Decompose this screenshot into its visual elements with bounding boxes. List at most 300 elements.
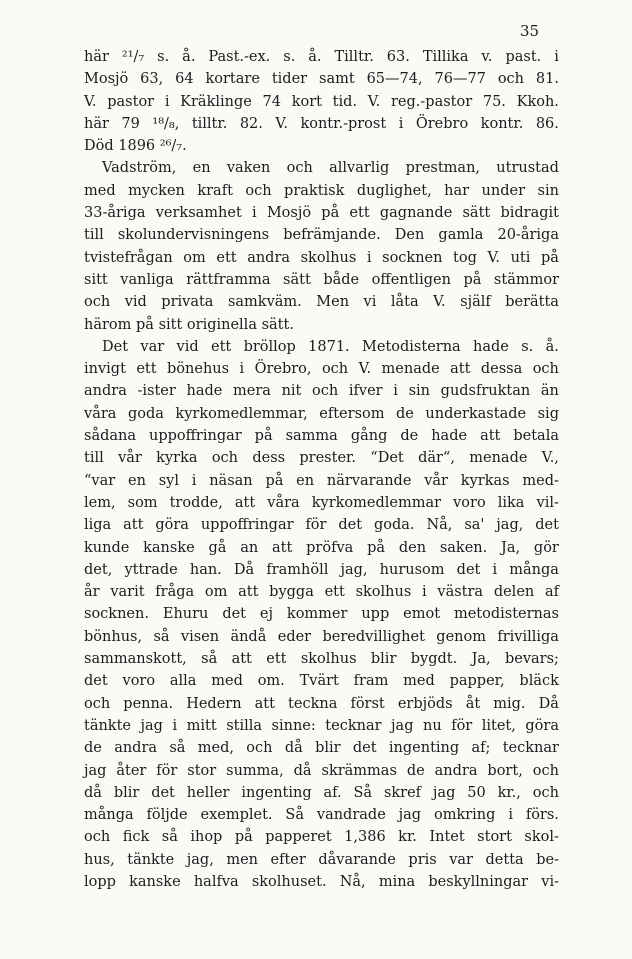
word: gamla xyxy=(438,227,484,244)
word: dåvarande xyxy=(318,851,396,868)
word: Örebro, xyxy=(254,361,312,378)
word: kyrka xyxy=(156,450,198,467)
word: Det xyxy=(102,338,129,355)
word: sitt xyxy=(84,271,108,288)
text-line xyxy=(84,425,559,447)
word: Örebro xyxy=(415,115,469,132)
word: goda xyxy=(127,405,164,422)
text-line xyxy=(84,91,559,113)
word: att xyxy=(272,539,293,556)
word: sin xyxy=(537,182,559,199)
text-line xyxy=(84,782,559,804)
word: ingenting xyxy=(241,784,312,801)
word: 82. xyxy=(239,115,263,132)
word: halfva xyxy=(193,873,239,890)
word: vaken xyxy=(226,160,271,177)
word: mycken xyxy=(128,182,185,199)
word: mina xyxy=(378,873,416,890)
text-line xyxy=(84,447,559,469)
word: prester. xyxy=(299,450,356,467)
word: invigt xyxy=(84,361,126,378)
word: tänkte xyxy=(127,851,175,868)
word: 1871. xyxy=(308,338,350,355)
text-line xyxy=(84,46,559,68)
word: alla xyxy=(169,673,197,690)
word: han. xyxy=(189,561,222,578)
word: fråga xyxy=(155,584,195,601)
word: och xyxy=(312,383,339,400)
word: för xyxy=(305,517,327,534)
word: reg.-pastor xyxy=(390,93,473,110)
word: ändå xyxy=(230,628,267,645)
word: göra xyxy=(155,517,189,534)
word: Mosjö xyxy=(266,205,312,222)
word: tvistefrågan xyxy=(84,249,173,266)
word: vandrade xyxy=(316,807,386,824)
text-line xyxy=(84,804,559,826)
word: jag, xyxy=(496,517,524,534)
word: var xyxy=(449,851,473,868)
text-line xyxy=(84,380,559,402)
text-line xyxy=(84,470,559,492)
word: delen xyxy=(493,584,535,601)
word: Tilltr. xyxy=(334,49,374,65)
word: år xyxy=(84,584,100,601)
word: ett xyxy=(324,584,345,601)
word: V., xyxy=(541,450,559,467)
word: Metodisterna xyxy=(362,338,461,355)
word: bidragit xyxy=(500,205,559,222)
word: tilltr. xyxy=(191,115,228,132)
word: och xyxy=(84,294,111,311)
word: betala xyxy=(513,428,559,445)
word: Så xyxy=(285,807,304,824)
word: och xyxy=(245,182,272,199)
text-line xyxy=(84,760,559,782)
word: på xyxy=(463,271,482,288)
word: 64 xyxy=(175,71,194,88)
word: bygga xyxy=(269,584,314,601)
word: å. xyxy=(308,49,322,65)
word: yttrade xyxy=(124,561,178,578)
word: att xyxy=(254,695,275,712)
word: tid. xyxy=(332,93,358,110)
word: skolhus xyxy=(300,249,357,266)
word: jag, xyxy=(340,561,368,578)
word: skref xyxy=(383,784,422,801)
word: tecknar xyxy=(325,717,382,734)
word: underkastade xyxy=(425,405,527,422)
word: Den xyxy=(394,227,425,244)
word: i xyxy=(172,717,178,734)
text-line xyxy=(84,626,559,648)
word: kontr. xyxy=(480,115,524,132)
word: andra xyxy=(247,249,291,266)
word: då xyxy=(84,784,102,801)
word: på xyxy=(367,539,386,556)
word: eftersom xyxy=(319,405,385,422)
word: kyrkomedlemmar, xyxy=(175,405,308,422)
word: jag xyxy=(140,717,163,734)
word: jag xyxy=(391,717,414,734)
word: först xyxy=(350,695,385,712)
word: i xyxy=(251,205,257,222)
text-line xyxy=(84,581,559,603)
word: genom xyxy=(436,628,486,645)
word: vi- xyxy=(541,873,559,890)
word: pröfva xyxy=(306,539,354,556)
word: jag xyxy=(432,784,456,801)
word: 86. xyxy=(535,115,559,132)
text-line xyxy=(84,403,559,425)
word: på xyxy=(540,249,559,266)
word: Död xyxy=(84,138,119,155)
word: frivilliga xyxy=(497,628,559,645)
word: bönhus, xyxy=(84,628,143,645)
word: Ehuru xyxy=(162,606,209,623)
word: sitt xyxy=(158,316,187,333)
word: vår xyxy=(118,450,142,467)
word: Tvärt xyxy=(299,673,339,690)
word: sinne: xyxy=(271,717,316,734)
word: om xyxy=(204,584,228,601)
word: de xyxy=(400,428,419,445)
word: våra xyxy=(84,405,117,422)
word: tänkte xyxy=(84,717,132,734)
word: att xyxy=(238,584,259,601)
word: ett xyxy=(210,338,232,355)
word: menade xyxy=(381,361,440,378)
word: göra xyxy=(525,717,559,734)
text-line xyxy=(84,514,559,536)
word: stilla xyxy=(226,717,263,734)
word: åter xyxy=(116,762,147,779)
word: 1896 xyxy=(118,138,160,155)
word: det, xyxy=(84,561,113,578)
word: andra xyxy=(114,740,158,757)
word: och xyxy=(532,361,559,378)
word: gagnande xyxy=(379,205,453,222)
word: 81. xyxy=(535,71,559,88)
word: Kkoh. xyxy=(516,93,559,110)
word: Mosjö xyxy=(84,71,129,88)
word: verksamhet xyxy=(155,205,242,222)
text-line xyxy=(84,336,559,358)
word: näsan xyxy=(209,472,253,489)
word: samma xyxy=(285,428,338,445)
word: jag, xyxy=(186,851,214,868)
word: och xyxy=(84,695,111,712)
word: praktisk xyxy=(284,182,345,199)
word: beskyllningar xyxy=(428,873,529,890)
word: “Det xyxy=(370,450,404,467)
word: jag xyxy=(84,762,107,779)
text-line xyxy=(84,693,559,715)
word: härom xyxy=(84,316,137,333)
word: jag xyxy=(398,807,422,824)
word: mera xyxy=(233,383,271,400)
word: hade xyxy=(431,428,468,445)
text-line xyxy=(84,559,559,581)
word: skolundervisningens xyxy=(117,227,270,244)
word: berätta xyxy=(505,294,559,311)
word: af. xyxy=(323,784,342,801)
word: hurusom xyxy=(379,561,445,578)
word: detta xyxy=(485,851,524,868)
word: samt xyxy=(319,71,355,88)
word: blir xyxy=(113,784,140,801)
word: skolhus xyxy=(355,584,412,601)
word: kanske xyxy=(143,539,195,556)
word: så xyxy=(153,628,170,645)
word: v. xyxy=(481,49,493,65)
word: kanske xyxy=(129,873,181,890)
word: ett xyxy=(136,361,157,378)
word: den xyxy=(398,539,427,556)
word: Kräklinge xyxy=(180,93,252,110)
word: uti xyxy=(510,249,531,266)
word: liga xyxy=(84,517,112,534)
word: tog xyxy=(453,249,477,266)
word: syl xyxy=(158,472,179,489)
word: nit xyxy=(281,383,302,400)
word: 75. xyxy=(482,93,506,110)
word: låta xyxy=(390,294,419,311)
word: i xyxy=(492,561,498,578)
word: vil- xyxy=(536,494,559,511)
word: sätt. xyxy=(261,316,294,333)
word: Nå, xyxy=(339,873,366,890)
word: menade xyxy=(469,450,528,467)
word: ²¹/₇ xyxy=(121,49,145,65)
word: västra xyxy=(437,584,484,601)
word: här xyxy=(84,115,109,132)
word: i xyxy=(366,249,372,266)
word: både xyxy=(323,271,360,288)
text-line xyxy=(84,157,559,179)
word: saken. xyxy=(439,539,488,556)
word: af xyxy=(544,584,559,601)
word: att xyxy=(450,361,471,378)
word: och xyxy=(211,450,239,467)
word: skrämmas xyxy=(321,762,397,779)
word: sig xyxy=(537,405,559,422)
word: tider xyxy=(271,71,308,88)
word: bort, xyxy=(487,762,523,779)
word: blir xyxy=(315,740,341,757)
text-line xyxy=(84,826,559,848)
text-line xyxy=(84,603,559,625)
word: så xyxy=(169,740,186,757)
word: privata xyxy=(161,294,214,311)
word: fick xyxy=(122,829,150,846)
text-line xyxy=(84,113,559,135)
text-line xyxy=(84,224,559,246)
word: penna. xyxy=(123,695,174,712)
word: kr., xyxy=(497,784,521,801)
word: summa, xyxy=(226,762,284,779)
word: de xyxy=(84,740,102,757)
text-line xyxy=(84,849,559,871)
word: har xyxy=(444,182,470,199)
word: mitt xyxy=(186,717,217,734)
word: voro xyxy=(453,494,486,511)
word: att xyxy=(231,651,252,668)
word: stämmor xyxy=(493,271,559,288)
word: på xyxy=(136,316,159,333)
word: så xyxy=(161,829,178,846)
word: kraft xyxy=(197,182,233,199)
word: mig. xyxy=(493,695,526,712)
word: s. xyxy=(157,49,170,65)
word: med xyxy=(84,182,116,199)
text-line xyxy=(84,314,559,336)
word: i xyxy=(554,49,559,65)
word: uppoffringar xyxy=(148,428,242,445)
word: 65—74, xyxy=(366,71,423,88)
word: i xyxy=(164,93,170,110)
word: sätt xyxy=(283,271,311,288)
word: originella xyxy=(186,316,262,333)
word: för xyxy=(156,762,178,779)
word: 74 xyxy=(262,93,281,110)
word: och xyxy=(246,740,273,757)
word: och xyxy=(321,361,349,378)
word: andra xyxy=(434,762,478,779)
word: sätt xyxy=(462,205,491,222)
word: på xyxy=(265,472,284,489)
word: befrämjande. xyxy=(283,227,381,244)
word: sin xyxy=(408,383,430,400)
word: åt xyxy=(465,695,481,712)
word: kommer xyxy=(286,606,348,623)
word: många xyxy=(509,561,559,578)
word: Då xyxy=(538,695,559,712)
word: ett xyxy=(216,249,237,266)
word: pastor xyxy=(107,93,155,110)
word: som xyxy=(127,494,158,511)
word: s. xyxy=(521,338,534,355)
word: emot xyxy=(403,606,441,623)
word: eder xyxy=(277,628,312,645)
text-line xyxy=(84,871,559,893)
word: Ja, xyxy=(471,651,491,668)
word: skolhuset. xyxy=(251,873,327,890)
word: sa' xyxy=(464,517,485,534)
word: närvarande xyxy=(326,472,412,489)
text-line xyxy=(84,247,559,269)
word: socknen. xyxy=(84,606,149,623)
word: Tillika xyxy=(422,49,469,65)
word: var xyxy=(140,338,165,355)
word: rättframma xyxy=(186,271,271,288)
text-line xyxy=(84,180,559,202)
word: om xyxy=(183,249,206,266)
word: kontr.-prost xyxy=(300,115,387,132)
word: upp xyxy=(361,606,390,623)
word: beredvillighet xyxy=(322,628,425,645)
word: goda. xyxy=(373,517,415,534)
word: bevars; xyxy=(504,651,559,668)
word: blir xyxy=(370,651,397,668)
word: Så xyxy=(353,784,373,801)
word: i xyxy=(422,584,427,601)
word: 33-åriga xyxy=(84,205,146,222)
word: kr. xyxy=(398,829,417,846)
word: stor xyxy=(187,762,217,779)
word: nu xyxy=(423,717,442,734)
word: s. xyxy=(283,49,296,65)
word: och xyxy=(532,762,559,779)
word: bönehus xyxy=(167,361,230,378)
word: en xyxy=(192,160,211,177)
word: prestman, xyxy=(405,160,481,177)
word: stort xyxy=(477,829,512,846)
word: 1,386 xyxy=(344,829,386,846)
page-number: 35 xyxy=(520,22,540,40)
word: och xyxy=(286,160,313,177)
word: af; xyxy=(471,740,491,757)
word: 50 xyxy=(467,784,486,801)
word: offentligen xyxy=(371,271,451,288)
word: V. xyxy=(367,93,381,110)
word: vanliga xyxy=(120,271,174,288)
word: bröllop xyxy=(243,338,296,355)
word: det xyxy=(535,517,559,534)
word: gång xyxy=(350,428,388,445)
word: för xyxy=(451,717,473,734)
word: där“, xyxy=(418,450,455,467)
word: det xyxy=(84,673,108,690)
word: och xyxy=(84,829,111,846)
word: utrustad xyxy=(496,160,559,177)
word: följde xyxy=(146,807,188,824)
word: gudsfruktan xyxy=(440,383,531,400)
word: omkring xyxy=(433,807,496,824)
word: exemplet. xyxy=(200,807,273,824)
word: hus, xyxy=(84,851,115,868)
word: i xyxy=(393,383,398,400)
body-text xyxy=(84,46,559,893)
word: de xyxy=(396,405,414,422)
word: och xyxy=(497,71,525,88)
word: metodisternas xyxy=(453,606,559,623)
word: kortare xyxy=(205,71,260,88)
text-line xyxy=(84,358,559,380)
word: sådana xyxy=(84,428,136,445)
word: Past.-ex. xyxy=(208,49,271,65)
word: under xyxy=(481,182,526,199)
word: allvarlig xyxy=(329,160,390,177)
text-line xyxy=(84,737,559,759)
word: Intet xyxy=(429,829,465,846)
word: det xyxy=(456,561,481,578)
word: ett xyxy=(349,205,370,222)
word: trodde, xyxy=(169,494,223,511)
word: skolhus xyxy=(300,651,357,668)
word: ett xyxy=(266,651,287,668)
word: kyrkomedlemmar xyxy=(311,494,442,511)
word: våra xyxy=(267,494,300,511)
word: 63, xyxy=(140,71,164,88)
word: Nå, xyxy=(426,517,453,534)
word: socknen xyxy=(382,249,443,266)
word: Ja, xyxy=(501,539,521,556)
word: Då xyxy=(233,561,255,578)
text-line xyxy=(84,135,559,157)
text-line xyxy=(84,291,559,313)
word: samkväm. xyxy=(227,294,302,311)
